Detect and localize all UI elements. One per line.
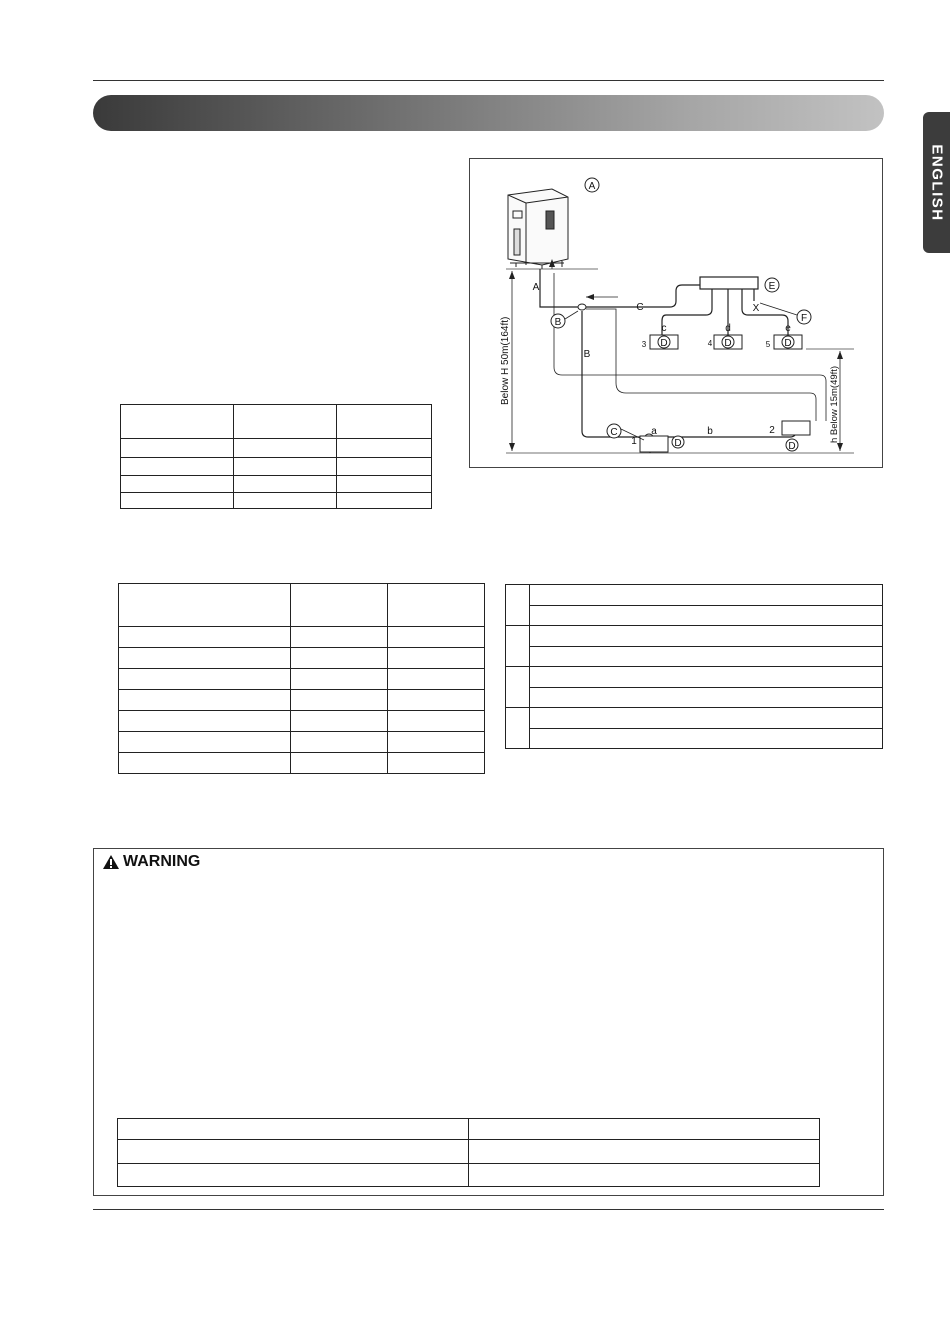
language-tab-label: ENGLISH	[928, 143, 945, 222]
marker-d-1: D	[674, 438, 682, 449]
marker-c: C	[610, 427, 618, 438]
marker-d-2: D	[788, 441, 796, 452]
unit-number-2: 2	[769, 425, 775, 436]
marker-d-3: D	[660, 338, 668, 349]
pipe-label-c: c	[661, 323, 667, 334]
pipe-label-c-main: C	[636, 302, 644, 313]
pipe-table-3	[505, 584, 883, 749]
pipe-label-a: a	[651, 426, 657, 437]
pipe-label-a-main: A	[532, 282, 540, 293]
unit-number-3: 3	[641, 340, 647, 349]
unit-number-1: 1	[631, 436, 637, 447]
warning-triangle-icon	[102, 854, 120, 870]
marker-f: F	[800, 313, 808, 324]
top-rule	[93, 80, 884, 81]
section-banner	[93, 95, 884, 131]
piping-diagram	[469, 158, 883, 468]
warning-box	[93, 848, 884, 1196]
warning-title-text: WARNING	[123, 853, 201, 870]
pipe-table-1	[120, 404, 432, 509]
piping-diagram-svg	[470, 159, 884, 469]
warning-title	[102, 853, 200, 871]
marker-e: E	[768, 281, 776, 292]
height-label-h: h Below 15m(49ft)	[829, 365, 840, 443]
pipe-label-x: X	[752, 303, 760, 314]
pipe-label-d: d	[725, 323, 731, 334]
warning-table	[117, 1118, 820, 1187]
marker-a: A	[588, 181, 596, 192]
unit-number-4: 4	[707, 339, 713, 348]
bottom-rule	[93, 1209, 884, 1210]
marker-d-5: D	[784, 338, 792, 349]
pipe-label-b-main: B	[583, 349, 591, 360]
pipe-label-b: b	[707, 426, 713, 437]
outdoor-unit-drawing	[508, 189, 568, 269]
marker-d-4: D	[724, 338, 732, 349]
unit-number-5: 5	[765, 340, 771, 349]
language-tab	[923, 112, 950, 253]
pipe-label-e: e	[785, 323, 791, 334]
marker-b: B	[554, 317, 562, 328]
pipe-table-2	[118, 583, 485, 774]
height-label-H: Below H 50m(164ft)	[500, 316, 511, 405]
